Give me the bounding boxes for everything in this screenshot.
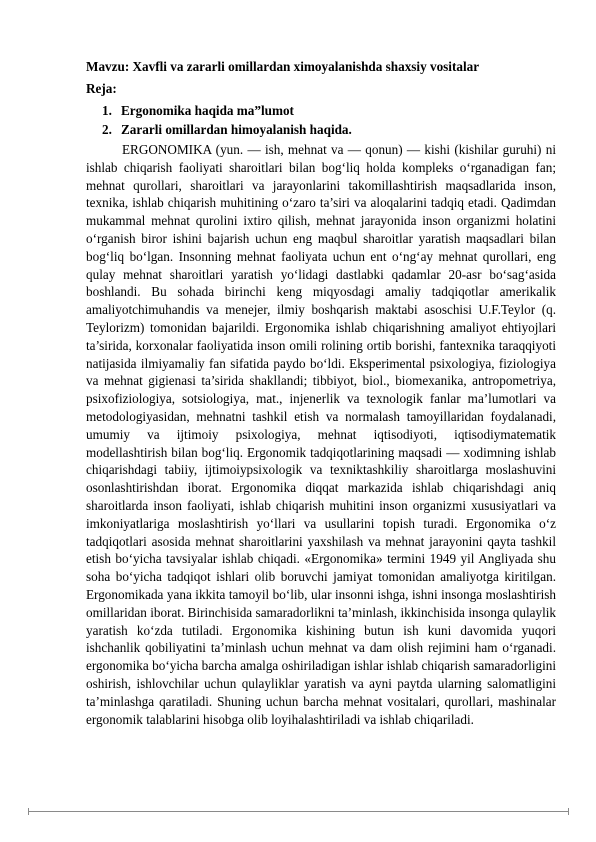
plan-label: Reja: (86, 81, 117, 96)
plan-item-number: 1. (102, 103, 112, 118)
plan-item-text: Ergonomika haqida ma”lumot (121, 103, 294, 118)
plan-item (102, 101, 556, 120)
plan-item-number: 2. (102, 122, 112, 137)
plan-item (102, 120, 556, 139)
document-content (86, 57, 556, 728)
page-border-corner-right (568, 808, 569, 815)
plan-list (86, 101, 556, 139)
page-border-corner-left (28, 808, 29, 815)
body-paragraph: ERGONOMIKA (yun. — ish, mehnat va — qonun) — kishi (kishilar guruhi) ni ishlab chiqarish faoliyati sharoitlari bilan bog‘liq holda kompleks o‘rganadigan fan; mehnat qurollari, sharoitlari va jarayonlarini takomillashtirish maqsadlarida inson, texnika, ishlab chiqarish muhitining o‘zaro ta’siri va aloqalarini tadqiq etadi. Qadimdan mukammal mehnat qurolini ixtiro qilish, mehnat jarayonida inson organizmi holatini o‘rganish biror ishini bajarish uchun eng maqbul sharoitlar yaratish maqsadlari bilan bog‘liq bo‘lgan. Insonning mehnat faoliyata uchun ent o‘ng‘ay mehnat qurollari, eng qulay mehnat sharoitlari yaratish yo‘lidagi dastlabki qadamlar 20-asr bo‘sag‘asida boshlandi. Bu sohada birinchi keng miqyosdagi amaliy tadqiqotlar amerikalik amaliyotchimuhandis va menejer, ilmiy boshqarish maktabi asoschisi U.F.Teylor (q. Teylorizm) tomonidan bajarildi. Ergonomika ishlab chiqarishning amaliyot ehtiyojlari ta’sirida, korxonalar faoliyatida inson omili rolining ortib borishi, fantexnika taraqqiyoti natijasida ilmiyamaliy fan sifatida paydo bo‘ldi. Eksperimental psixologiya, fiziologiya va mehnat gigienasi ta’sirida shakllandi; tibbiyot, biol., biomexanika, antropometriya, psixofiziologiya, sotsiologiya, mat., injenerlik va texnologik fanlar ma’lumotlari va metodologiyasidan, mehnatni tashkil etish va normalash tamoyillaridan foydalanadi, umumiy va ijtimoiy psixologiya, mehnat iqtisodiyoti, iqtisodiymatematik modellashtirish bilan bog‘liq. Ergonomik tadqiqotlarining maqsadi — xodimning ishlab chiqarishdagi tabiiy, ijtimoiypsixologik va texniktashkiliy sharoitlarga moslashuvini osonlashtirishdan iborat. Ergonomika diqqat markazida ishlab chiqarishdagi aniq sharoitlarda inson faoliyati, ishlab chiqarish muhitini inson organizmi xususiyatlari va imkoniyatlariga moslashtirish yo‘llari va usullarini topish turadi. Ergonomika o‘z tadqiqotlari asosida mehnat sharoitlarini yaxshilash va mehnat jarayonini qayta tashkil etish bo‘yicha tavsiyalar ishlab chiqadi. «Ergonomika» termini 1949 yil Angliyada shu soha bo‘yicha tadqiqot ishlari olib boruvchi jamiyat tomonidan amaliyotga kiritilgan. Ergonomikada yana ikkita tamoyil bo‘lib, ular insonni ishga, ishni insonga moslashtirish omillaridan iborat. Birinchisida samaradorlikni ta’minlash, ikkinchisida insonga qulaylik yaratish ko‘zda tutiladi. Ergonomika kishining butun ish kuni davomida yuqori ishchanlik qobiliyatini ta’minlash uchun mehnat va dam olish rejimini ham o‘rganadi. ergonomika bo‘yicha barcha amalga oshiriladigan ishlar ishlab chiqarish samaradorligini oshirish, ishlovchilar uchun qulayliklar yaratish va ayni paytda ularning salomatligini ta’minlashga qaratiladi. Shuning uchun barcha mehnat vositalari, qurollari, mashinalar ergonomik talablarini hisobga olib loyihalashtiriladi va ishlab chiqariladi. (86, 142, 556, 727)
plan-item-text: Zararli omillardan himoyalanish haqida. (121, 122, 352, 137)
topic-heading: Mavzu: Xavfli va zararli omillardan ximoyalanishda shaxsiy vositalar (86, 59, 480, 74)
page-border-line (28, 811, 569, 812)
